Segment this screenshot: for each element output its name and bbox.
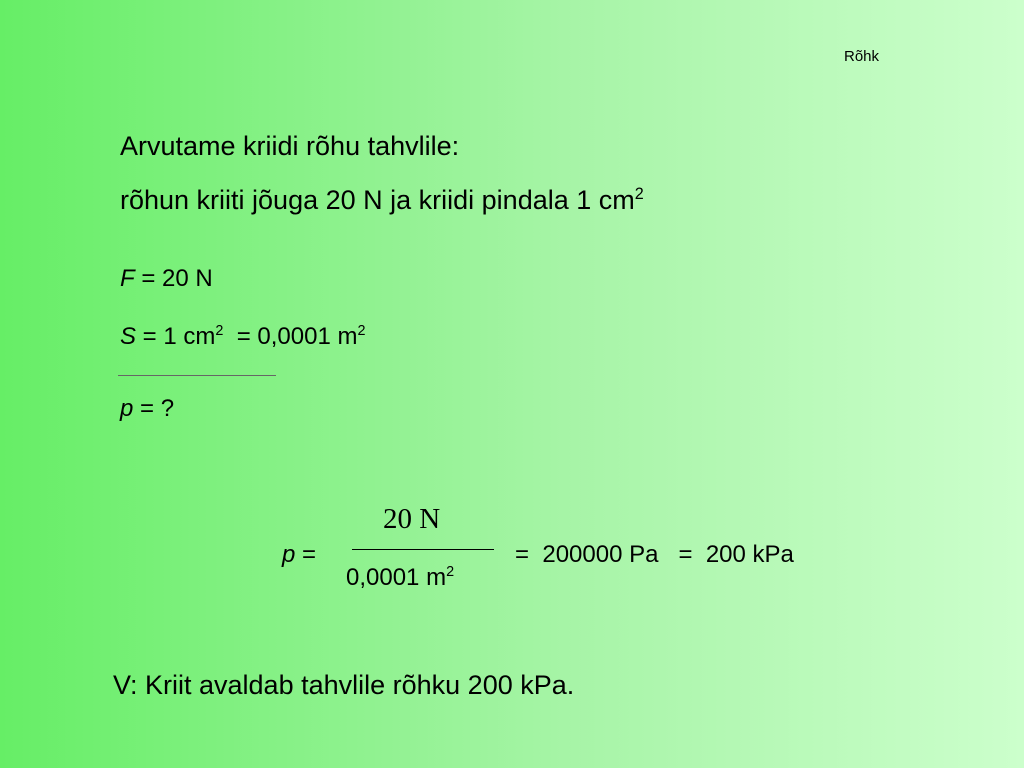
unknown-pressure <box>120 395 174 423</box>
area-converted-exponent: 2 <box>357 323 366 339</box>
fraction-bar <box>352 549 494 550</box>
solution-label <box>282 541 316 569</box>
denominator-text: 0,0001 m <box>346 564 447 591</box>
area-symbol: S <box>120 323 137 350</box>
problem-line-2 <box>120 185 644 216</box>
unknown-symbol: p <box>120 395 134 422</box>
problem-line-1: Arvutame kriidi rõhu tahvlile: <box>120 131 460 161</box>
solution-equals: = <box>295 541 317 568</box>
denominator-exponent: 2 <box>446 564 455 580</box>
area-value: = 1 cm <box>136 323 216 350</box>
solution-symbol: p <box>282 541 296 568</box>
given-force <box>120 265 213 293</box>
unknown-value: = ? <box>133 395 175 422</box>
slide-title: Rõhk <box>844 48 880 65</box>
fraction-numerator: 20 N <box>383 503 441 535</box>
given-divider <box>118 375 276 376</box>
answer-line: V: Kriit avaldab tahvlile rõhku 200 kPa. <box>113 670 575 700</box>
force-symbol: F <box>120 265 135 292</box>
area-exponent: 2 <box>215 323 224 339</box>
problem-line-2-text: rõhun kriiti jõuga 20 N ja kriidi pindala 1 cm <box>120 185 635 215</box>
given-area <box>120 323 366 351</box>
force-value: = 20 N <box>134 265 213 292</box>
area-converted: = 0,0001 m <box>223 323 358 350</box>
solution-result: = 200000 Pa = 200 kPa <box>515 541 794 568</box>
problem-line-2-exponent: 2 <box>634 185 644 203</box>
fraction-denominator <box>346 564 454 592</box>
